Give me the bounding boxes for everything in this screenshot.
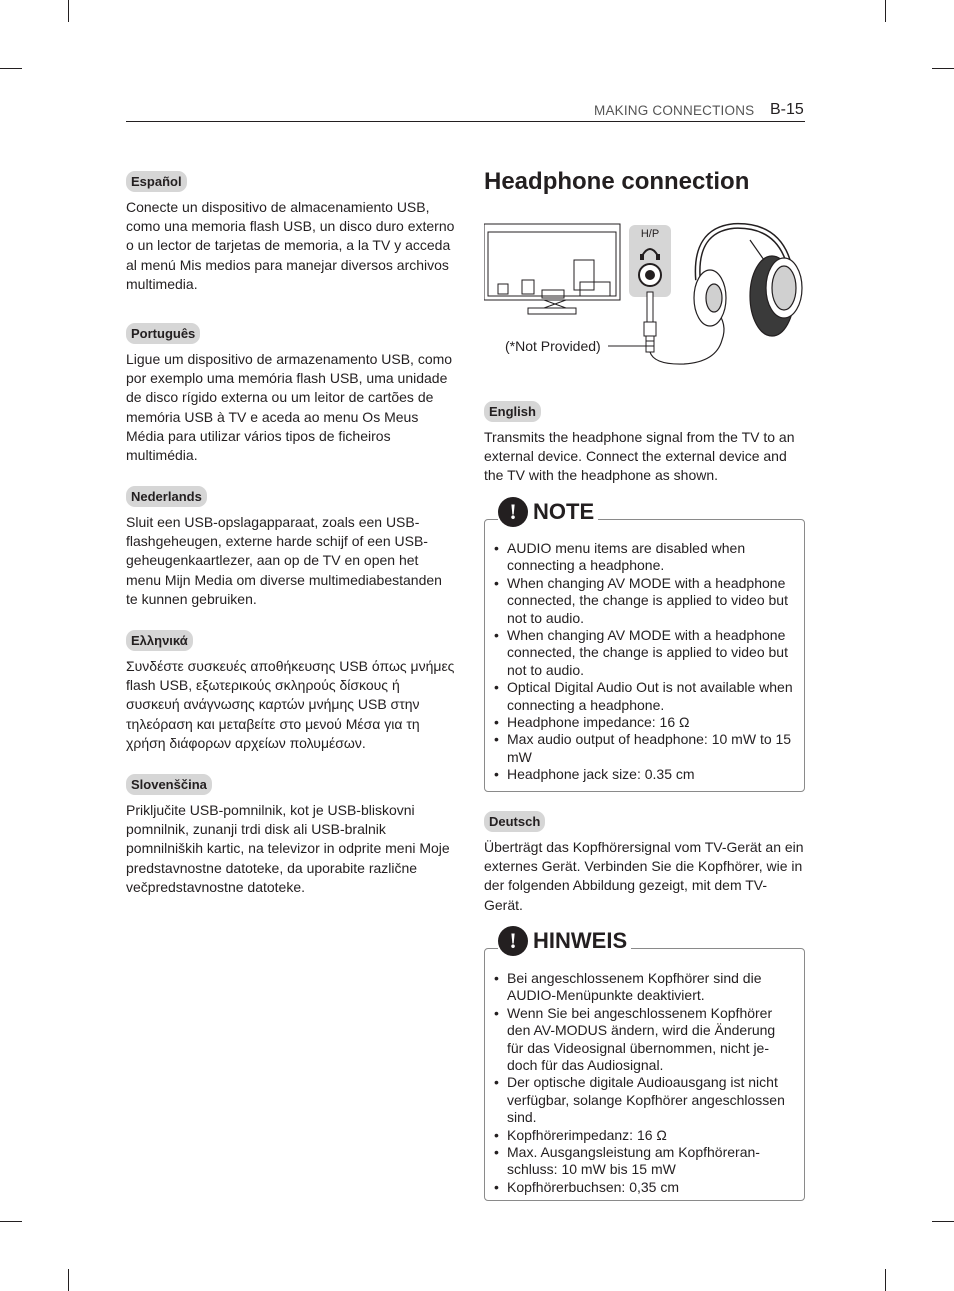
page-number: B-15 [770, 101, 804, 118]
section-body: Priključite USB-pomnilnik, kot je USB-bliskovni pomnilnik, zunanji trdi disk ali USB-bralnik pomnilniških kartic, na televizor in odprite meni Moje predstavnostne datoteke, da uporabite različne večpredstavnostne datoteke. [126, 802, 450, 895]
running-header-section: MAKING CONNECTIONS [594, 103, 755, 118]
hinweis-box [484, 948, 805, 1201]
left-column [126, 171, 456, 897]
list-item: • Max. Ausgangsleistung am Kopfhöreran-schluss: 10 mW bis 15 mW [485, 1144, 793, 1179]
header-rule [126, 121, 805, 122]
lang-badge: Ελληνικά [126, 630, 193, 651]
list-item: • When changing AV MODE with a headphone connected, the change is applied to video but not to audio. [485, 627, 793, 679]
list-item: • Headphone jack size: 0.35 cm [485, 766, 793, 783]
crop-mark [0, 68, 22, 69]
not-provided-label: (*Not Provided) [505, 338, 601, 354]
note-box [484, 519, 805, 792]
crop-mark [68, 1269, 69, 1291]
note-list [485, 540, 793, 784]
headphone-plug [644, 292, 656, 352]
page-title: Headphone connection [484, 168, 750, 195]
lang-badge: English [484, 401, 541, 422]
list-item: • Bei angeschlossenem Kopfhörer sind die AUDIO-Menüpunkte deaktiviert. [485, 970, 793, 1005]
list-item: • Kopfhörerbuchsen: 0,35 cm [485, 1179, 793, 1196]
lang-section-pt [126, 323, 456, 486]
lang-badge: Slovenščina [126, 774, 212, 795]
deutsch-section [484, 811, 804, 915]
crop-mark [68, 0, 69, 22]
hinweis-list [485, 970, 793, 1196]
section-body: Συνδέστε συσκευές αποθήκευσης USB όπως μνήμες flash USB, εξωτερικούς σκληρούς δίσκους ή συσκευή ανάγνωσης καρτών μνήμης USB στην τηλεόραση και μεταβείτε στο μενού Μέσα για τη χρήση διάφορων αρχείων πολυμέσων. [126, 658, 455, 751]
english-section [484, 401, 804, 486]
list-item: • Max audio output of headphone: 10 mW to 15 mW [485, 731, 793, 766]
crop-mark [932, 68, 954, 69]
lang-section-es [126, 171, 456, 323]
list-item: • Optical Digital Audio Out is not available when connecting a headphone. [485, 679, 793, 714]
note-heading [498, 497, 598, 527]
section-body: Conecte un dispositivo de almacenamiento USB, como una memoria flash USB, un disco duro externo o un lector de tarjetas de memoria, a la TV y acceda al menú Mis medios para manejar diversos archivos multimedia. [126, 199, 455, 292]
lang-badge: Español [126, 171, 187, 192]
lang-badge: Deutsch [484, 811, 545, 832]
tv-rear-illustration [484, 224, 620, 314]
list-item: • Der optische digitale Audioausgang ist nicht verfügbar, solange Kopfhörer angeschlossen sind. [485, 1074, 793, 1126]
section-body: Sluit een USB-opslagapparaat, zoals een USB-flashgeheugen, externe harde schijf of een USB-geheugenkaartlezer, aan op de TV en open het menu Mijn Media om diverse multimediabestanden te kunnen gebruiken. [126, 514, 442, 607]
lang-badge: Nederlands [126, 486, 207, 507]
hp-port-label: H/P [640, 228, 660, 240]
hinweis-title: HINWEIS [533, 928, 628, 953]
crop-mark [885, 1269, 886, 1291]
lang-section-el [126, 630, 456, 774]
section-body: Ligue um dispositivo de armazenamento USB, como por exemplo uma memória flash USB, uma unidade de disco rígido externa ou um leitor de cartões de memória USB à TV e aceda ao menu Os Meus Média para utilizar vários tipos de ficheiros multimédia. [126, 351, 453, 464]
section-body: Überträgt das Kopfhörersignal vom TV-Gerät an ein externes Gerät. Verbinden Sie die Kopfhörer, wie in der folgenden Abbildung gezeigt, mit dem TV-Gerät. [484, 839, 804, 913]
list-item: • Headphone impedance: 16 Ω [485, 714, 793, 731]
exclamation-icon: ! [498, 497, 528, 527]
crop-mark [0, 1221, 22, 1222]
lang-section-nl [126, 486, 456, 630]
lang-badge: Português [126, 323, 200, 344]
lang-section-sl [126, 774, 456, 897]
hinweis-heading [498, 926, 631, 956]
list-item: • Kopfhörerimpedanz: 16 Ω [485, 1127, 793, 1144]
hp-port-panel [629, 225, 671, 297]
crop-mark [932, 1221, 954, 1222]
list-item: • Wenn Sie bei angeschlossenem Kopfhörer den AV-MODUS ändern, wird die Änderung für das Videosignal übernommen, nicht je-doch für das Audiosignal. [485, 1005, 793, 1075]
section-body: Transmits the headphone signal from the TV to an external device. Connect the external device and the TV with the headphone as shown. [484, 429, 795, 484]
exclamation-icon: ! [498, 926, 528, 956]
list-item: • When changing AV MODE with a headphone connected, the change is applied to video but not to audio. [485, 575, 793, 627]
note-title: NOTE [533, 499, 595, 524]
list-item: • AUDIO menu items are disabled when connecting a headphone. [485, 540, 793, 575]
crop-mark [885, 0, 886, 22]
headphones-illustration [694, 226, 802, 336]
